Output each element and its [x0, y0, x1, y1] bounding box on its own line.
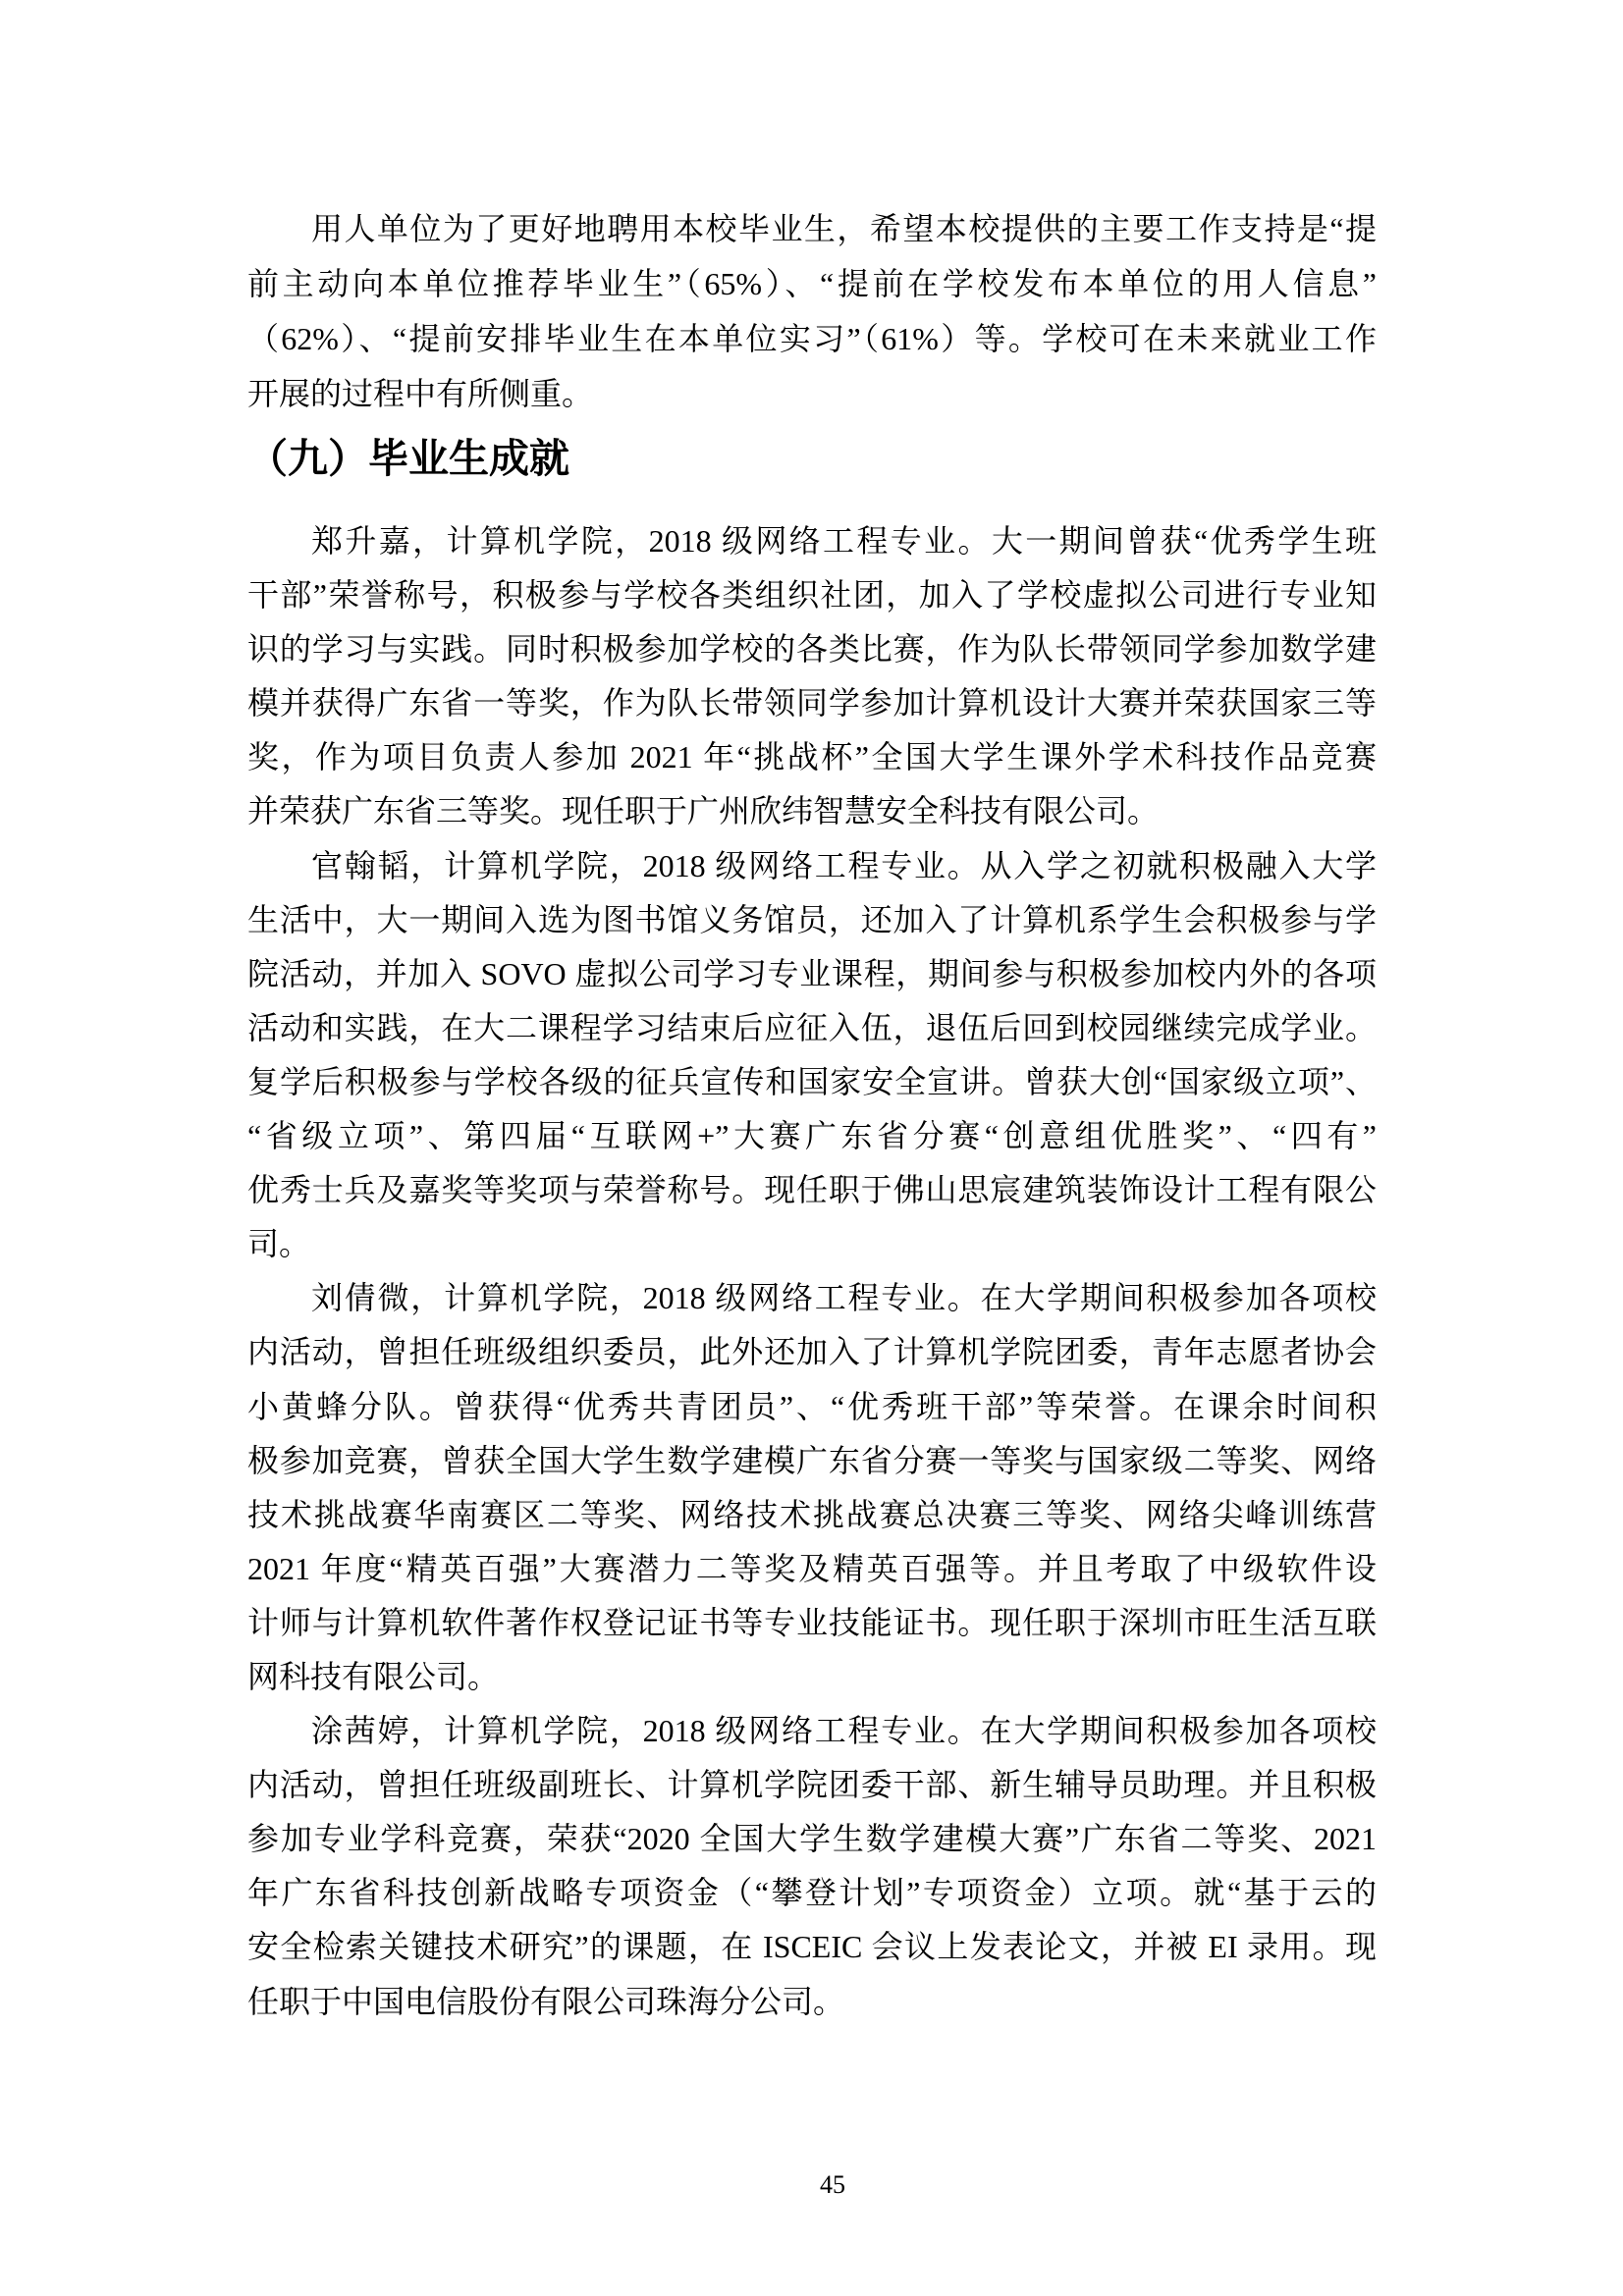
paragraph-line: 前主动向本单位推荐毕业生”（65%）、“提前在学校发布本单位的用人信息”	[247, 266, 1377, 301]
page-number: 45	[820, 2170, 845, 2199]
paragraph-line: 识的学习与实践。同时积极参加学校的各类比赛，作为队长带领同学参加数学建	[247, 631, 1377, 667]
paragraph-line: 生活中，大一期间入选为图书馆义务馆员，还加入了计算机系学生会积极参与学	[247, 901, 1377, 937]
paragraph-line: 活动和实践，在大二课程学习结束后应征入伍，退伍后回到校园继续完成学业。	[247, 1009, 1377, 1045]
bio-paragraph-tu-qianting	[247, 1704, 1377, 2029]
intro-paragraph	[247, 201, 1377, 421]
paragraph-line: 任职于中国电信股份有限公司珠海分公司。	[247, 1983, 845, 2019]
paragraph-line: 刘倩微，计算机学院，2018 级网络工程专业。在大学期间积极参加各项校	[311, 1280, 1377, 1316]
paragraph-line: 优秀士兵及嘉奖等奖项与荣誉称号。现任职于佛山思宸建筑装饰设计工程有限公	[247, 1172, 1377, 1208]
paragraph-line: 院活动，并加入 SOVO 虚拟公司学习专业课程，期间参与积极参加校内外的各项	[247, 955, 1377, 991]
bio-paragraph-zheng-shengjia	[247, 514, 1377, 839]
bios-section	[247, 514, 1377, 2029]
paragraph-line: 复学后积极参与学校各级的征兵宣传和国家安全宣讲。曾获大创“国家级立项”、	[247, 1063, 1377, 1099]
bio-paragraph-liu-qianwei	[247, 1271, 1377, 1704]
paragraph-line: 极参加竞赛，曾获全国大学生数学建模广东省分赛一等奖与国家级二等奖、网络	[247, 1442, 1377, 1478]
paragraph-line: 涂茜婷，计算机学院，2018 级网络工程专业。在大学期间积极参加各项校	[311, 1713, 1377, 1749]
paragraph-line: 安全检索关键技术研究”的课题，在 ISCEIC 会议上发表论文，并被 EI 录用。现	[247, 1929, 1377, 1965]
paragraph-line: 郑升嘉，计算机学院，2018 级网络工程专业。大一期间曾获“优秀学生班	[311, 523, 1377, 559]
paragraph-line: “省级立项”、第四届“互联网+”大赛广东省分赛“创意组优胜奖”、“四有”	[247, 1118, 1377, 1154]
paragraph-line: 内活动，曾担任班级副班长、计算机学院团委干部、新生辅导员助理。并且积极	[247, 1767, 1377, 1803]
paragraph-line: 开展的过程中有所侧重。	[247, 376, 594, 411]
paragraph-line: 干部”荣誉称号，积极参与学校各类组织社团，加入了学校虚拟公司进行专业知	[247, 577, 1377, 614]
paragraph-line: 网科技有限公司。	[247, 1658, 500, 1694]
paragraph-line: 计师与计算机软件著作权登记证书等专业技能证书。现任职于深圳市旺生活互联	[247, 1604, 1377, 1640]
bio-paragraph-guan-hantao	[247, 839, 1377, 1272]
paragraph-line: 司。	[247, 1226, 311, 1262]
paragraph-line: 小黄蜂分队。曾获得“优秀共青团员”、“优秀班干部”等荣誉。在课余时间积	[247, 1388, 1377, 1424]
paragraph-line: 官翰韬，计算机学院，2018 级网络工程专业。从入学之初就积极融入大学	[311, 847, 1377, 883]
paragraph-line: 2021 年度“精英百强”大赛潜力二等奖及精英百强等。并且考取了中级软件设	[247, 1550, 1377, 1586]
paragraph-line: 技术挑战赛华南赛区二等奖、网络技术挑战赛总决赛三等奖、网络尖峰训练营	[247, 1496, 1377, 1532]
paragraph-line: 并荣获广东省三等奖。现任职于广州欣纬智慧安全科技有限公司。	[247, 793, 1160, 829]
paragraph-line: 年广东省科技创新战略专项资金（“攀登计划”专项资金）立项。就“基于云的	[247, 1875, 1377, 1911]
paragraph-line: 内活动，曾担任班级组织委员，此外还加入了计算机学院团委，青年志愿者协会	[247, 1334, 1377, 1370]
section-heading: （九）毕业生成就	[247, 435, 569, 482]
paragraph-line: 参加专业学科竞赛，荣获“2020 全国大学生数学建模大赛”广东省二等奖、2021	[247, 1821, 1377, 1857]
paragraph-line: 奖，作为项目负责人参加 2021 年“挑战杯”全国大学生课外学术科技作品竞赛	[247, 739, 1377, 775]
paragraph-line: 用人单位为了更好地聘用本校毕业生，希望本校提供的主要工作支持是“提	[311, 211, 1377, 246]
paragraph-line: （62%）、“提前安排毕业生在本单位实习”（61%）等。学校可在未来就业工作	[247, 321, 1377, 356]
paragraph-line: 模并获得广东省一等奖，作为队长带领同学参加计算机设计大赛并荣获国家三等	[247, 685, 1377, 721]
